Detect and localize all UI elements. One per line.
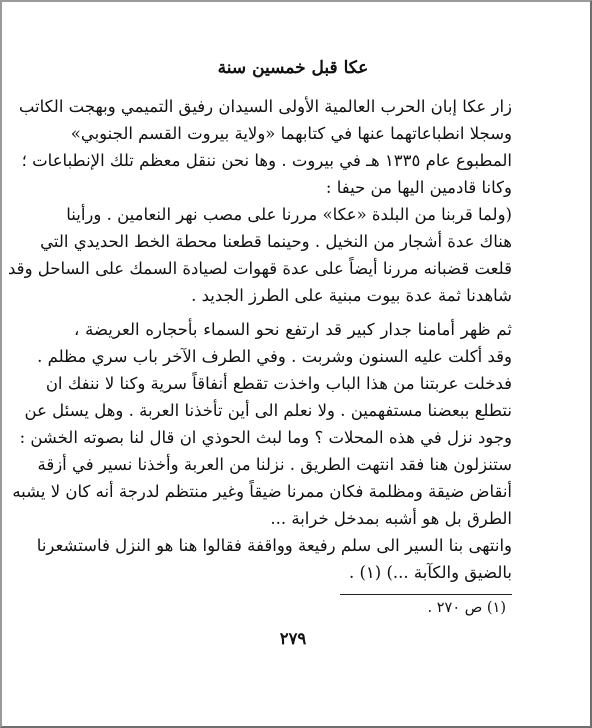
text-line: وسجلا انطباعاتهما عنها في كتابهما «ولاية بيروت القسم الجنوبي» bbox=[70, 124, 512, 143]
text-line: وجود نزل في هذه المحلات ؟ وما لبث الحوذي ان قال لنا بصوته الخشن : bbox=[19, 428, 512, 447]
text-line: فدخلت عربتنا من هذا الباب واخذت تقطع أنفاقاً سرية وكنا لا ننفك ان bbox=[45, 374, 512, 393]
text-line: أنقاض ضيقة ومظلمة فكان ممرنا ضيقاً وغير منتظم لدرجة أنه كان لا يشبه bbox=[12, 482, 512, 501]
text-line: ستنزلون هنا فقد انتهت الطريق . نزلنا من العربة وأخذنا نسير في أزقة bbox=[37, 455, 512, 474]
text-line: وقد أكلت عليه السنون وشربت . وفي الطرف الآخر باب سري مظلم . bbox=[37, 347, 512, 366]
text-line: شاهدنا ثمة عدة بيوت مبنية على الطرز الجديد . bbox=[191, 286, 512, 305]
text-line: بالضيق والكآبة ...) (١) . bbox=[348, 563, 512, 582]
text-line: وانتهى بنا السير الى سلم رفيعة وواقفة فقالوا هنا هو النزل فاستشعرنا bbox=[36, 536, 512, 555]
text-line: ثم ظهر أمامنا جدار كبير قد ارتفع نحو السماء بأحجاره العريضة ، bbox=[74, 320, 512, 339]
book-page bbox=[8, 0, 512, 728]
footnote: (١) ص ٢٧٠ . bbox=[427, 600, 506, 616]
text-line: (ولما قربنا من البلدة «عكا» مررنا على مصب نهر النعامين . ورأينا bbox=[66, 205, 512, 224]
text-line: هناك عدة أشجار من النخيل . وحينما قطعنا محطة الخط الحديدي التي bbox=[40, 232, 512, 251]
page-title: عكا قبل خمسين سنة bbox=[217, 58, 369, 78]
text-line: زار عكا إبان الحرب العالمية الأولى السيدان رفيق التميمي وبهجت الكاتب bbox=[18, 97, 512, 116]
text-line: وكانا قادمين اليها من حيفا : bbox=[325, 178, 512, 197]
text-line: قلعت قضبانه مررنا أيضاً على عدة قهوات لصيادة السمك على الساحل وقد bbox=[8, 259, 512, 278]
text-line: الطرق بل هو أشبه بمدخل خرابة ... bbox=[270, 509, 512, 528]
text-line: نتطلع ببعضنا مستفهمين . ولا نعلم الى أين تأخذنا العربة . وهل يسئل عن bbox=[24, 401, 512, 420]
page-number: ٢٧٩ bbox=[279, 629, 307, 648]
text-line: المطبوع عام ١٣٣٥ هـ في بيروت . وها نحن ننقل معظم تلك الإنطباعات ؛ bbox=[21, 151, 512, 170]
footnote-divider bbox=[340, 594, 512, 595]
